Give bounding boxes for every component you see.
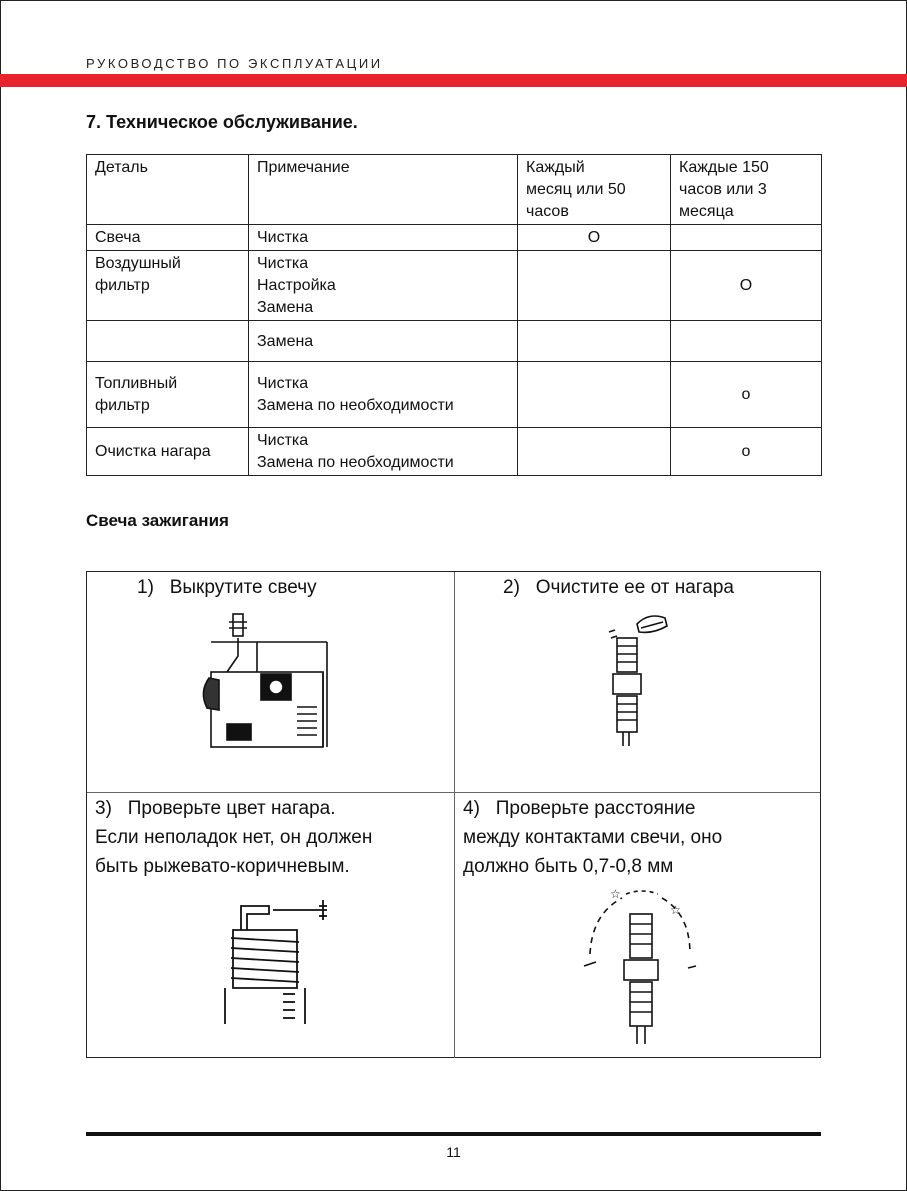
row-part: Очистка нагара [87, 428, 249, 476]
svg-text:☆: ☆ [670, 903, 681, 917]
header-quarterly: Каждые 150 часов или 3 месяца [671, 155, 822, 225]
maintenance-table [86, 154, 822, 476]
row-monthly-mark [518, 321, 671, 362]
step-3-text: 3) Проверьте цвет нагара. Если неполадок нет, он должен быть рыжевато-коричневым. [95, 798, 373, 877]
row-monthly-mark [518, 362, 671, 428]
spark-plug-brush-illustration [607, 610, 677, 760]
row-note: Чистка Настройка Замена [249, 251, 518, 321]
row-note: Чистка Замена по необходимости [249, 362, 518, 428]
step-1-text: 1) Выкрутите свечу [137, 577, 317, 598]
row-note: Замена [249, 321, 518, 362]
table-row [87, 362, 822, 428]
spark-plug-gap-illustration [582, 884, 702, 1054]
row-part: Топливный фильтр [87, 362, 249, 428]
row-quarterly-mark [671, 225, 822, 251]
step-2-text: 2) Очистите ее от нагара [503, 577, 734, 598]
row-part: Свеча [87, 225, 249, 251]
row-quarterly-mark: O [671, 251, 822, 321]
header-note: Примечание [249, 155, 518, 225]
spark-plug-steps-grid [86, 571, 821, 1058]
table-row [87, 428, 822, 476]
table-row [87, 321, 822, 362]
row-quarterly-mark: o [671, 362, 822, 428]
grid-horizontal-divider [87, 792, 820, 793]
row-quarterly-mark [671, 321, 822, 362]
row-quarterly-mark: o [671, 428, 822, 476]
row-monthly-mark [518, 428, 671, 476]
header-monthly: Каждый месяц или 50 часов [518, 155, 671, 225]
spark-plug-heading: Свеча зажигания [86, 511, 229, 530]
section-title: 7. Техническое обслуживание. [86, 112, 358, 132]
manual-header: РУКОВОДСТВО ПО ЭКСПЛУАТАЦИИ [86, 56, 383, 71]
step-4-text: 4) Проверьте расстояние между контактами свечи, оно должно быть 0,7-0,8 мм [463, 798, 723, 877]
row-note: Чистка [249, 225, 518, 251]
table-row [87, 251, 822, 321]
table-header-row [87, 155, 822, 225]
row-part [87, 321, 249, 362]
engine-spark-plug-illustration [197, 612, 357, 762]
row-part: Воздушный фильтр [87, 251, 249, 321]
header-part: Деталь [87, 155, 249, 225]
footer-rule [86, 1132, 821, 1136]
svg-text:☆: ☆ [610, 887, 621, 901]
red-header-bar [0, 74, 907, 87]
spark-plug-electrode-illustration [223, 898, 333, 1024]
table-row [87, 225, 822, 251]
grid-vertical-divider [454, 572, 455, 1058]
row-note: Чистка Замена по необходимости [249, 428, 518, 476]
row-monthly-mark: O [518, 225, 671, 251]
row-monthly-mark [518, 251, 671, 321]
page-number: 11 [446, 1144, 461, 1160]
